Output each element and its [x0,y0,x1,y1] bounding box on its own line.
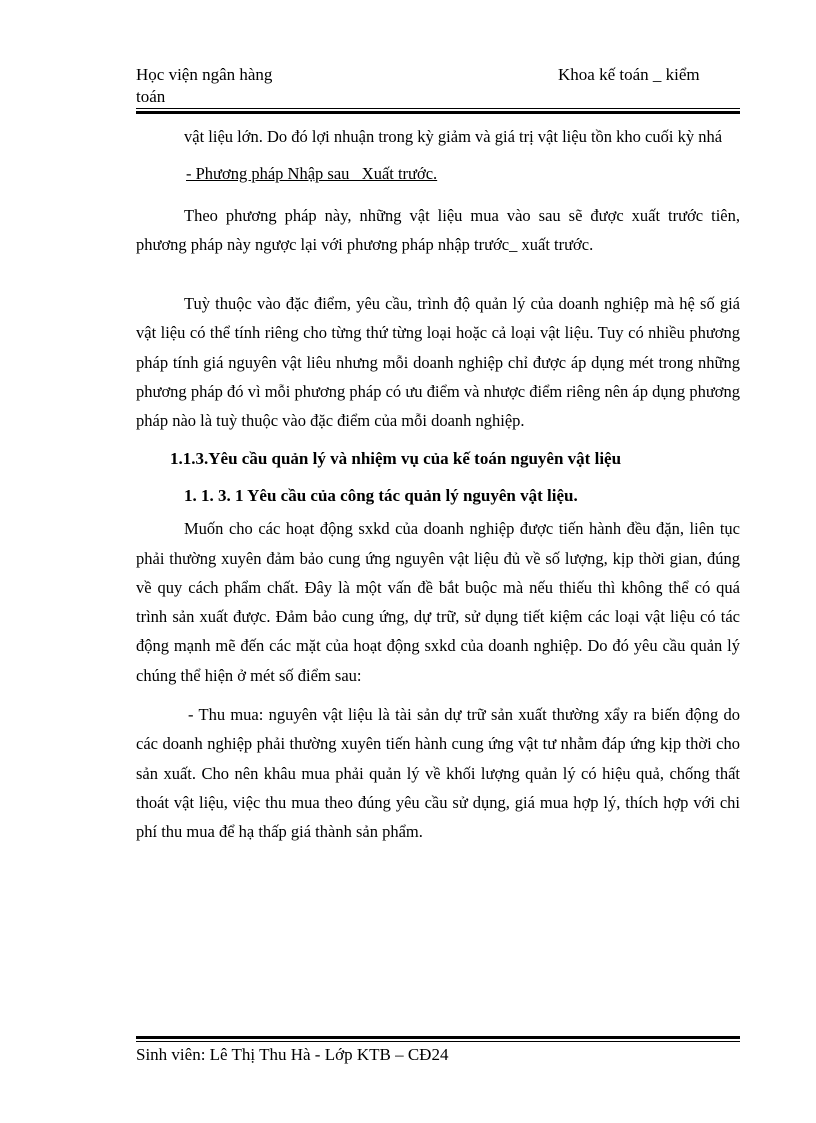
paragraph-depend: Tuỳ thuộc vào đặc điểm, yêu cầu, trình độ quản lý của doanh nghiệp mà hệ số giá vật liệu có thể tính riêng cho từng thứ từng loại hoặc cả loại vật liệu. Tuy có nhiều phương pháp tính giá nguyên vật liêu nhưng mỗi doanh nghiệp chỉ được áp dụng mét trong những phương pháp đó vì mỗi phương pháp có ưu điểm và nhược điểm riêng nên áp dụng phương pháp nào là tuỳ thuộc vào đặc điểm của mỗi doanh nghiệp. [136,294,740,431]
paragraph-purchase: - Thu mua: nguyên vật liệu là tài sản dự trữ sản xuất thường xẩy ra biến động do các doanh nghiệp phải thường xuyên tiến hành cung ứng vật tư nhằm đáp ứng kịp thời cho sản xuất. Cho nên khâu mua phải quản lý về khối lượng quản lý có hiệu quả, chống thất thoát vật liệu, việc thu mua theo đúng yêu cầu sử dụng, giá mua hợp lý, thích hợp với chi phí thu mua để hạ thấp giá thành sản phẩm. [136,705,740,842]
header-institution-line2: toán [136,87,166,106]
subheading-lifo [136,159,740,188]
subsection-title: 1. 1. 3. 1 Yêu cầu của công tác quản lý nguyên vật liệu. [184,485,578,505]
section-title: 1.1.3.Yêu cầu quản lý và nhiệm vụ của kế toán nguyên vật liệu [170,448,622,468]
footer-rule-thin [136,1041,740,1042]
header-faculty: Khoa kế toán _ kiểm [558,65,700,84]
header-institution-line1: Học viện ngân hàng [136,65,273,84]
document-body [136,122,740,847]
paragraph-spacer [136,259,740,289]
paragraph-continued: vật liệu lớn. Do đó lợi nhuận trong kỳ giảm và giá trị vật liệu tồn kho cuối kỳ nhá [184,127,723,146]
paragraph-requirement: Muốn cho các hoạt động sxkd của doanh nghiệp được tiến hành đều đặn, liên tục phải thường xuyên đảm bảo cung ứng nguyên vật liệu đủ về số lượng, kịp thời gian, đúng về quy cách phẩm chất. Đây là một vấn đề bắt buộc mà nếu thiếu thì không thể có quá trình sản xuất được. Đảm bảo cung ứng, dự trữ, sử dụng tiết kiệm các loại vật liệu có tác động mạnh mẽ đến các mặt của hoạt động sxkd của doanh nghiệp. Do đó yêu cầu quản lý chúng thể hiện ở mét số điểm sau: [136,519,740,685]
paragraph-lifo: Theo phương pháp này, những vật liệu mua vào sau sẽ được xuất trước tiên, phương pháp này ngược lại với phương pháp nhập trước_ xuất trước. [136,205,740,254]
header-institution [136,64,436,108]
footer-rule-thick [136,1036,740,1039]
page-footer: Sinh viên: Lê Thị Thu Hà - Lớp KTB – CĐ24 [136,1045,449,1064]
header-rule-thick [136,111,740,114]
subheading-lifo-text: - Phương pháp Nhập sau_ Xuất trước. [186,164,438,184]
header-rule-thin [136,108,740,109]
